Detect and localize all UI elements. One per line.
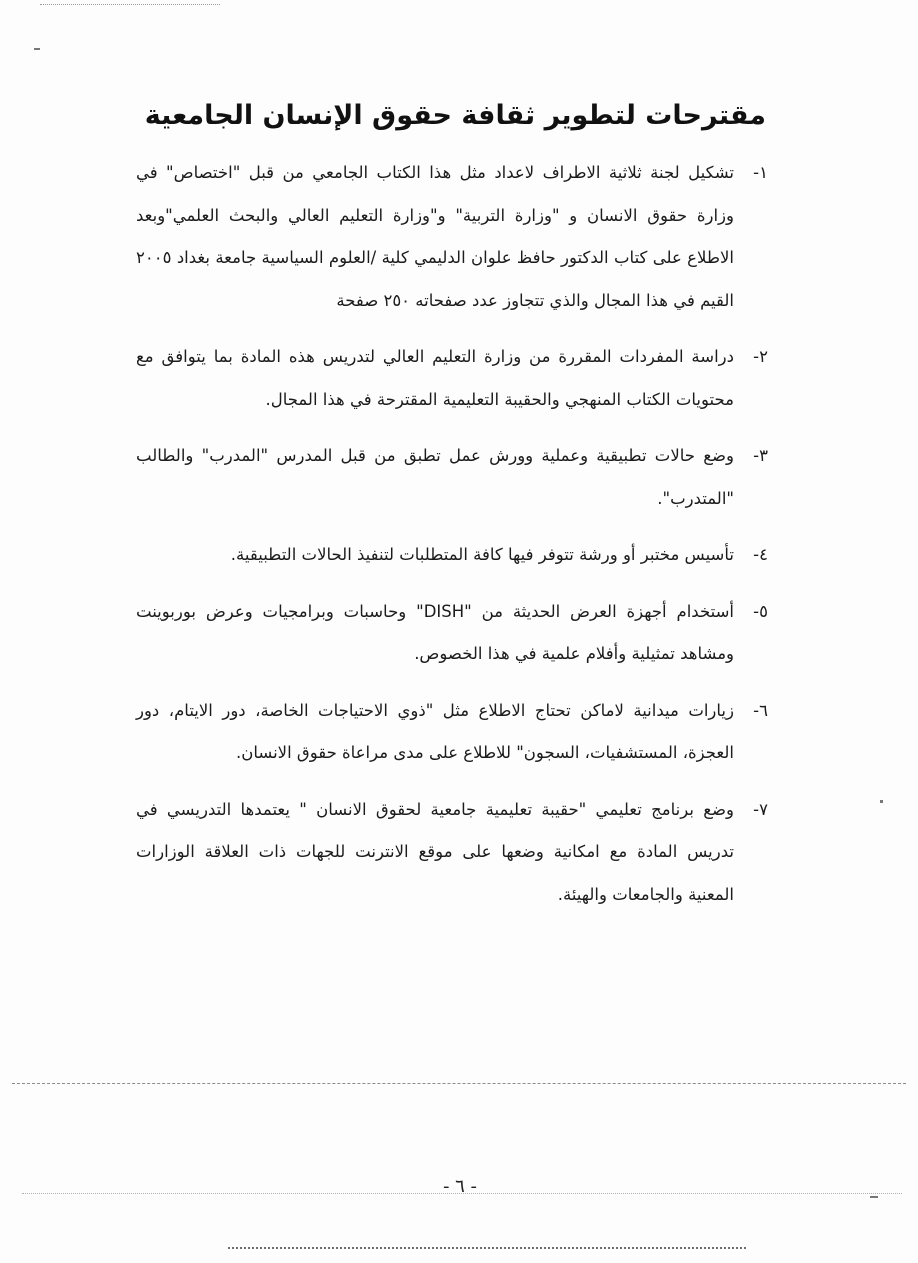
- item-text: زيارات ميدانية لاماكن تحتاج الاطلاع مثل "ذوي الاحتياجات الخاصة، دور الايتام، دور العجزة، المستشفيات، السجون" للاطلاع على مدى مراعاة حقوق الانسان.: [136, 700, 734, 762]
- list-item: [136, 152, 768, 322]
- item-number: ٥-: [753, 601, 768, 621]
- list-item: [136, 690, 768, 775]
- item-text: دراسة المفردات المقررة من وزارة التعليم العالي لتدريس هذه المادة بما يتوافق مع محتويات الكتاب المنهجي والحقيبة التعليمية المقترحة في هذا المجال.: [136, 347, 734, 409]
- scan-rule-top: [40, 4, 220, 5]
- item-number: ٣-: [753, 446, 768, 465]
- scan-speck: [870, 1196, 878, 1198]
- item-number: ٧-: [753, 799, 768, 819]
- list-item: [136, 534, 768, 577]
- divider-line: [12, 1083, 906, 1084]
- item-number: ٤-: [753, 545, 768, 564]
- scan-speck: [880, 800, 883, 803]
- item-text: وضع حالات تطبيقية وعملية وورش عمل تطبق من قبل المدرس "المدرب" والطالب "المتدرب".: [136, 446, 734, 508]
- item-text: وضع برنامج تعليمي "حقيبة تعليمية جامعية لحقوق الانسان " يعتمدها التدريسي في تدريس المادة مع امكانية وضعها على موقع الانترنت للجهات ذات العلاقة الوزارات المعنية والجامعات والهيئة.: [136, 799, 734, 904]
- list-item: [136, 591, 768, 676]
- list-item: [136, 336, 768, 421]
- item-text: تأسيس مختبر أو ورشة تتوفر فيها كافة المتطلبات لتنفيذ الحالات التطبيقية.: [230, 545, 734, 564]
- scan-rule-bottom: [228, 1247, 746, 1249]
- proposals-list: [136, 152, 768, 916]
- page-title: مقترحات لتطوير ثقافة حقوق الإنسان الجامعية: [144, 100, 766, 131]
- item-text: أستخدام أجهزة العرض الحديثة من "DISH" وحاسبات وبرامجيات وعرض بوربوينت ومشاهد تمثيلية وأفلام علمية في هذا الخصوص.: [136, 601, 734, 663]
- item-number: ٦-: [753, 700, 768, 720]
- list-item: [136, 435, 768, 520]
- scan-speck: [34, 48, 40, 50]
- list-item: [136, 789, 768, 917]
- item-number: ١-: [753, 163, 768, 182]
- page-number: - ٦ -: [442, 1176, 478, 1197]
- item-number: ٢-: [753, 347, 768, 366]
- item-text: تشكيل لجنة ثلاثية الاطراف لاعداد مثل هذا الكتاب الجامعي من قبل "اختصاص" في وزارة حقوق الانسان و "وزارة التربية" و"وزارة التعليم العالي والبحث العلمي"وبعد الاطلاع على كتاب الدكتور حافظ علوان الدليمي كلية /العلوم السياسية جامعة بغداد ٢٠٠٥ القيم في هذا المجال والذي تتجاوز عدد صفحاته ٢٥٠ صفحة: [136, 163, 734, 310]
